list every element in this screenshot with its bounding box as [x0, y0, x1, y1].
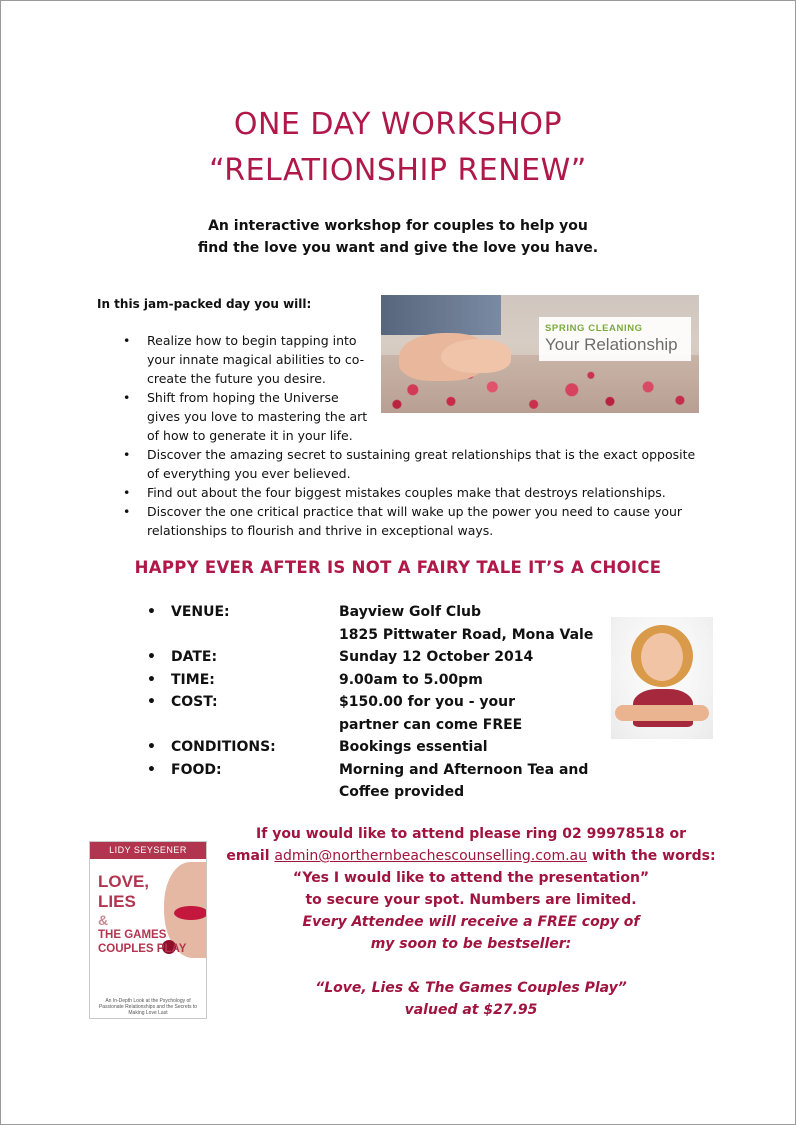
book-title-line: &: [98, 912, 109, 928]
cta-line-1: If you would like to attend please ring 02 99978518 or: [256, 826, 686, 842]
subtitle-line-1: An interactive workshop for couples to help you: [208, 218, 588, 234]
detail-value: Sunday 12 October 2014: [339, 649, 534, 665]
book-title: [98, 872, 186, 956]
list-item: [123, 331, 695, 388]
book-title-line: COUPLES PLAY: [98, 943, 187, 955]
tagline: HAPPY EVER AFTER IS NOT A FAIRY TALE IT’S A CHOICE: [134, 558, 662, 577]
list-item-line: • Discover the amazing secret to sustaining great relationships that is the exact opposite: [147, 447, 696, 462]
cta-line-3: “Yes I would like to attend the presentation”: [292, 870, 650, 886]
list-item-line: create the future you desire.: [147, 371, 326, 386]
cta-line-4: to secure your spot. Numbers are limited.: [305, 892, 637, 908]
detail-value: partner can come FREE: [339, 716, 523, 733]
list-item-line: your innate magical abilities to co-: [147, 352, 365, 367]
banner-caption-line-2: Your Relationship: [545, 335, 678, 354]
detail-value: Coffee provided: [339, 784, 465, 800]
list-item: [123, 502, 695, 540]
book-title-line: LIES: [98, 892, 136, 911]
title-line-2: “RELATIONSHIP RENEW”: [209, 153, 587, 188]
cta-email-prefix: email: [226, 848, 275, 864]
banner-caption-line-1: SPRING CLEANING: [545, 323, 643, 334]
detail-label: DATE:: [171, 649, 218, 665]
detail-value: 9.00am to 5.00pm: [339, 671, 483, 688]
subtitle: [1, 215, 795, 259]
cta-line-5: Every Attendee will receive a FREE copy of: [302, 914, 640, 930]
cta-line-6: my soon to be bestseller:: [370, 936, 572, 952]
list-item-line: • Realize how to begin tapping into: [147, 333, 357, 348]
book-title-line: LOVE,: [98, 872, 150, 891]
detail-value: Bayview Golf Club: [339, 604, 481, 620]
book-author: LIDY SEYSENER: [90, 842, 206, 859]
list-item-line: • Discover the one critical practice that will wake up the power you need to cause your: [147, 504, 683, 519]
cta-spacer: [221, 955, 721, 977]
bullet-icon: •: [147, 649, 156, 665]
detail-value: Morning and Afternoon Tea and: [339, 761, 589, 778]
subtitle-line-2: find the love you want and give the love you have.: [197, 240, 599, 256]
detail-label: VENUE:: [171, 604, 230, 620]
call-to-action: [221, 823, 721, 1021]
detail-row-venue: [147, 601, 593, 646]
cta-line-7: “Love, Lies & The Games Couples Play”: [315, 980, 627, 996]
cta-line-2: [221, 845, 721, 867]
detail-label: COST:: [171, 694, 218, 710]
list-item-line: • Find out about the four biggest mistakes couples make that destroys relationships.: [147, 485, 666, 500]
book-tagline: An In-Depth Look at the Psychology of Passionate Relationships and the Secrets to Making Love Last: [98, 998, 198, 1016]
book-cover-image: [89, 841, 207, 1019]
cta-line-8: valued at $27.95: [404, 1002, 538, 1018]
detail-row-food: [147, 759, 593, 804]
list-item: [123, 445, 695, 483]
bullet-icon: •: [147, 694, 156, 710]
face-graphic: [641, 633, 683, 681]
detail-row-conditions: [147, 736, 593, 759]
bullet-icon: •: [147, 739, 156, 755]
bullet-icon: •: [147, 761, 156, 778]
detail-row-cost: [147, 691, 593, 736]
detail-value: 1825 Pittwater Road, Mona Vale: [339, 626, 594, 643]
detail-row-time: [147, 669, 593, 692]
event-details: [147, 601, 593, 804]
arms-graphic: [615, 705, 709, 721]
book-title-line: THE GAMES: [98, 929, 167, 941]
email-link[interactable]: admin@northernbeachescounselling.com.au: [274, 848, 587, 864]
detail-label: TIME:: [171, 671, 215, 688]
detail-row-date: [147, 646, 593, 669]
cta-email-suffix: with the words:: [587, 848, 716, 864]
presenter-photo: [611, 617, 713, 739]
list-item-line: relationships to flourish and thrive in exceptional ways.: [147, 523, 494, 538]
title-line-1: ONE DAY WORKSHOP: [233, 107, 563, 142]
benefits-list: [123, 331, 695, 540]
detail-value: Bookings essential: [339, 739, 488, 755]
list-item-line: • Shift from hoping the Universe: [147, 390, 339, 405]
list-item-line: of how to generate it in your life.: [147, 428, 353, 443]
detail-label: CONDITIONS:: [171, 739, 276, 755]
jeans-graphic: [381, 295, 501, 335]
detail-value: $150.00 for you - your: [339, 694, 516, 710]
list-item-line: of everything you ever believed.: [147, 466, 351, 481]
detail-label: FOOD:: [171, 761, 222, 778]
list-item: [123, 483, 695, 502]
intro-text: In this jam-packed day you will:: [97, 297, 312, 311]
bullet-icon: •: [147, 671, 156, 688]
list-item-line: gives you love to mastering the art: [147, 409, 368, 424]
list-item: [123, 388, 695, 445]
bullet-icon: •: [147, 604, 156, 620]
